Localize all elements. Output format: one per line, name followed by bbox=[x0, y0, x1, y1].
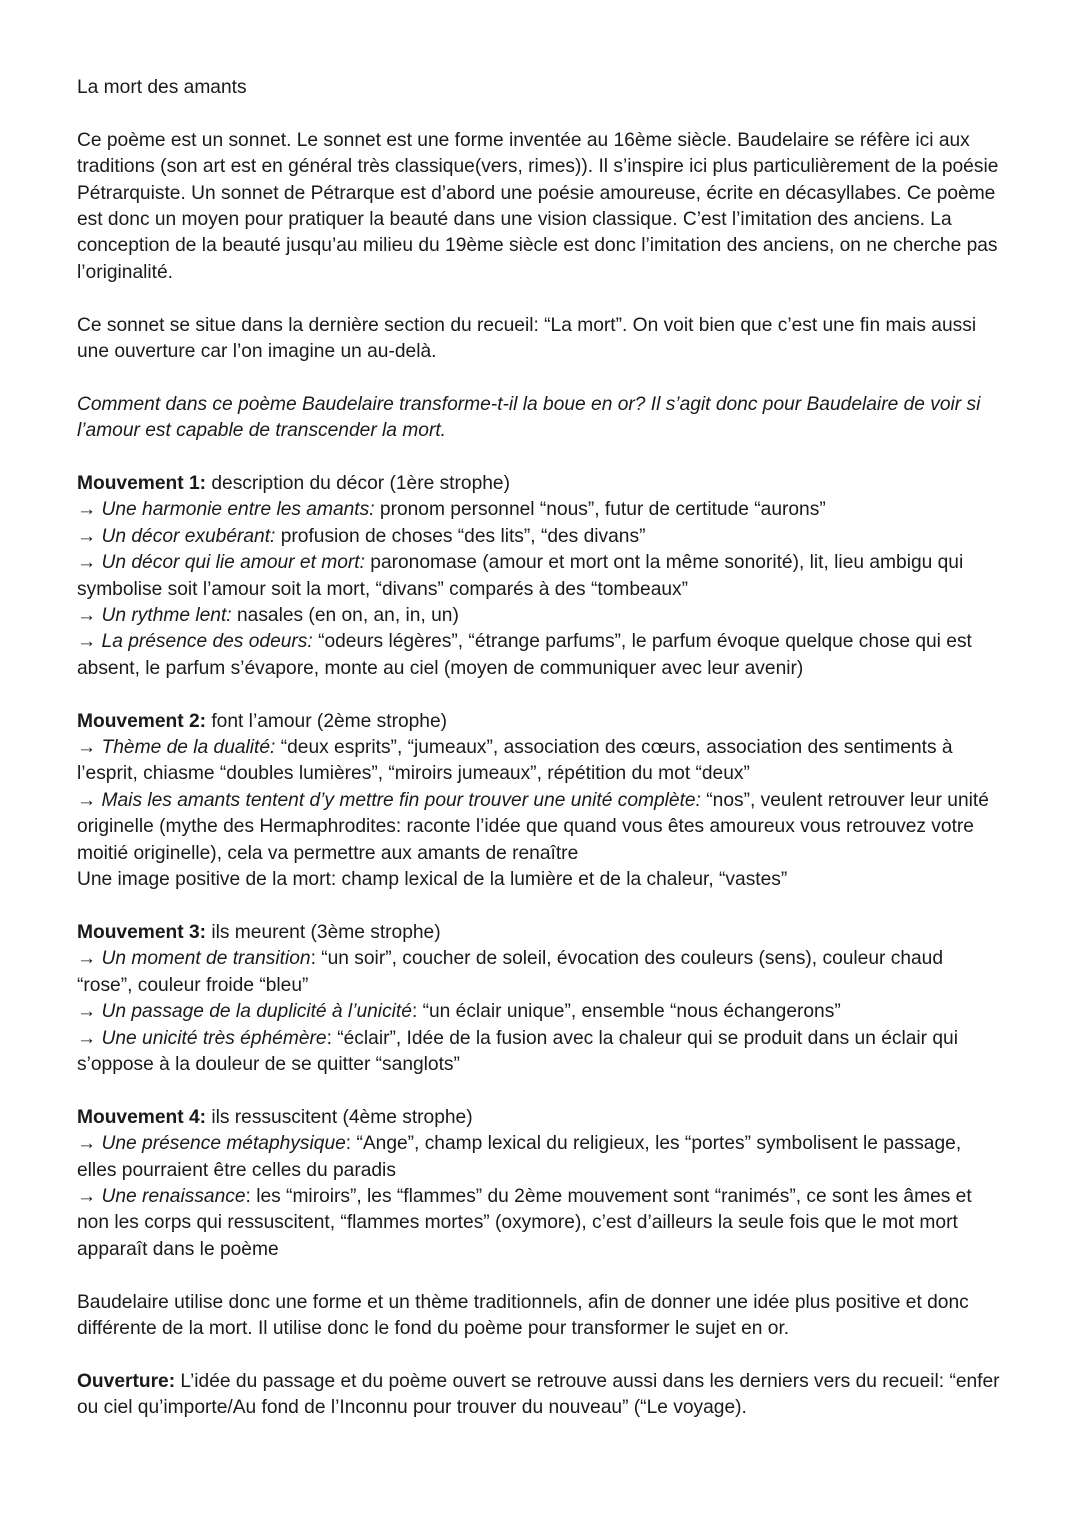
intro-paragraph: Ce poème est un sonnet. Le sonnet est une forme inventée au 16ème siècle. Baudelaire se réfère ici aux traditions (son art est en général très classique(vers, rimes)). Il s’inspire ici plus particulièrement de la poésie Pétrarquiste. Un sonnet de Pétrarque est d’abord une poésie amoureuse, écrite en décasyllabes. Ce poème est donc un moyen pour pratiquer la beauté dans une vision classique. C’est l’imitation des anciens. La conception de la beauté jusqu’au milieu du 19ème siècle est donc l’imitation des anciens, on ne cherche pas l’originalité. bbox=[77, 129, 999, 283]
movement-3-label: Mouvement 3: bbox=[77, 921, 207, 943]
movement-1-heading-text: description du décor (1ère strophe) bbox=[206, 473, 510, 495]
movement-4-heading-text: ils ressuscitent (4ème strophe) bbox=[206, 1106, 473, 1128]
movement-1-section bbox=[77, 471, 1002, 682]
context-paragraph: Ce sonnet se situe dans la dernière section du recueil: “La mort”. On voit bien que c’est une fin mais aussi une ouverture car l’on imagine un au-delà. bbox=[77, 314, 977, 363]
movement-4-section bbox=[77, 1105, 1002, 1263]
movement-4-heading bbox=[77, 1105, 1002, 1131]
movement-1-item bbox=[77, 629, 1002, 682]
arrow-icon: → bbox=[77, 1185, 102, 1207]
document-page bbox=[77, 75, 1002, 1448]
arrow-icon: → bbox=[77, 631, 102, 653]
item-text: “nos”, veulent retrouver leur unité originelle (mythe des Hermaphrodites: raconte l’idée que quand vous êtes amoureux vous retrouvez votre moitié originelle), cela va permettre aux amants de renaître bbox=[77, 789, 989, 864]
item-text: “deux esprits”, “jumeaux”, association des cœurs, association des sentiments à l’esprit, chiasme “doubles lumières”, “miroirs jumeaux”, répétition du mot “deux” bbox=[77, 737, 953, 785]
item-title: Un décor qui lie amour et mort: bbox=[101, 552, 365, 574]
item-title: Mais les amants tentent d’y mettre fin pour trouver une unité complète: bbox=[101, 789, 701, 811]
movement-4-label: Mouvement 4: bbox=[77, 1106, 207, 1128]
item-title: Une présence métaphysique bbox=[101, 1133, 346, 1155]
movement-1-item bbox=[77, 603, 1002, 629]
item-text: profusion de choses “des lits”, “des divans” bbox=[275, 525, 646, 547]
movement-2-section bbox=[77, 709, 1002, 894]
arrow-icon: → bbox=[77, 605, 102, 627]
item-text: : “éclair”, Idée de la fusion avec la chaleur qui se produit dans un éclair qui s’oppose à la douleur de se quitter “sanglots” bbox=[77, 1027, 958, 1075]
movement-2-item bbox=[77, 735, 1002, 788]
movement-3-item bbox=[77, 1026, 1002, 1079]
item-text: : “un éclair unique”, ensemble “nous échangerons” bbox=[411, 1001, 841, 1023]
movement-2-heading-text: font l’amour (2ème strophe) bbox=[206, 710, 448, 732]
item-title: Une unicité très éphémère bbox=[101, 1027, 327, 1049]
item-text: paronomase (amour et mort ont la même sonorité), lit, lieu ambigu qui symbolise soit l’amour soit la mort, “divans” comparés à des “tombeaux” bbox=[77, 552, 964, 600]
item-title: Thème de la dualité: bbox=[101, 737, 276, 759]
problematique-text: Comment dans ce poème Baudelaire transforme-t-il la boue en or? Il s’agit donc pour Baudelaire de voir si l’amour est capable de transcender la mort. bbox=[77, 393, 981, 442]
item-text: pronom personnel “nous”, futur de certitude “aurons” bbox=[374, 499, 826, 521]
item-text: “odeurs légères”, “étrange parfums”, le parfum évoque quelque chose qui est absent, le parfum s’évapore, monte au ciel (moyen de communiquer avec leur avenir) bbox=[77, 631, 972, 679]
item-text: nasales (en on, an, in, un) bbox=[231, 605, 459, 627]
movement-3-item bbox=[77, 946, 1002, 999]
item-title: La présence des odeurs: bbox=[101, 631, 313, 653]
conclusion-paragraph: Baudelaire utilise donc une forme et un thème traditionnels, afin de donner une idée plus positive et donc différente de la mort. Il utilise donc le fond du poème pour transformer le sujet en or. bbox=[77, 1291, 969, 1339]
arrow-icon: → bbox=[77, 789, 102, 811]
arrow-icon: → bbox=[77, 1133, 102, 1155]
arrow-icon: → bbox=[77, 948, 102, 970]
movement-1-heading bbox=[77, 471, 1002, 497]
movement-2-heading bbox=[77, 709, 1002, 735]
document-title: La mort des amants bbox=[77, 77, 247, 98]
item-text: : les “miroirs”, les “flammes” du 2ème mouvement sont “ranimés”, ce sont les âmes et non les corps qui ressuscitent, “flammes mortes” (oxymore), c’est d’ailleurs la seule fois que le mot mort apparaît dans le poème bbox=[77, 1185, 972, 1260]
ouverture-text: L’idée du passage et du poème ouvert se retrouve aussi dans les derniers vers du recueil: “enfer ou ciel qu’importe/Au fond de l’Inconnu pour trouver du nouveau” (“Le voyage). bbox=[77, 1370, 1000, 1419]
movement-3-heading bbox=[77, 920, 1002, 946]
movement-2-line: Une image positive de la mort: champ lexical de la lumière et de la chaleur, “vastes” bbox=[77, 869, 788, 891]
movement-4-item bbox=[77, 1131, 1002, 1184]
movement-1-item bbox=[77, 524, 1002, 550]
movement-2-item bbox=[77, 788, 1002, 867]
ouverture-paragraph bbox=[77, 1369, 1002, 1422]
item-text: : “un soir”, coucher de soleil, évocation des couleurs (sens), couleur chaud “rose”, couleur froide “bleu” bbox=[77, 948, 944, 996]
arrow-icon: → bbox=[77, 525, 102, 547]
movement-1-item bbox=[77, 497, 1002, 523]
item-title: Un rythme lent: bbox=[101, 605, 232, 627]
movement-4-item bbox=[77, 1184, 1002, 1263]
item-text: : “Ange”, champ lexical du religieux, les “portes” symbolisent le passage, elles pourraient être celles du paradis bbox=[77, 1133, 962, 1181]
item-title: Une harmonie entre les amants: bbox=[101, 499, 375, 521]
item-title: Un décor exubérant: bbox=[101, 525, 276, 547]
item-title: Une renaissance bbox=[101, 1185, 246, 1207]
movement-2-label: Mouvement 2: bbox=[77, 710, 207, 732]
item-title: Un moment de transition bbox=[101, 948, 311, 970]
movement-3-heading-text: ils meurent (3ème strophe) bbox=[206, 921, 441, 943]
arrow-icon: → bbox=[77, 1001, 102, 1023]
item-title: Un passage de la duplicité à l’unicité bbox=[101, 1001, 412, 1023]
arrow-icon: → bbox=[77, 1027, 102, 1049]
problematique bbox=[77, 392, 1002, 445]
movement-1-label: Mouvement 1: bbox=[77, 473, 207, 495]
arrow-icon: → bbox=[77, 737, 102, 759]
movement-3-section bbox=[77, 920, 1002, 1078]
movement-3-item bbox=[77, 999, 1002, 1025]
ouverture-label: Ouverture: bbox=[77, 1370, 176, 1392]
movement-1-item bbox=[77, 550, 1002, 603]
arrow-icon: → bbox=[77, 552, 102, 574]
arrow-icon: → bbox=[77, 499, 102, 521]
